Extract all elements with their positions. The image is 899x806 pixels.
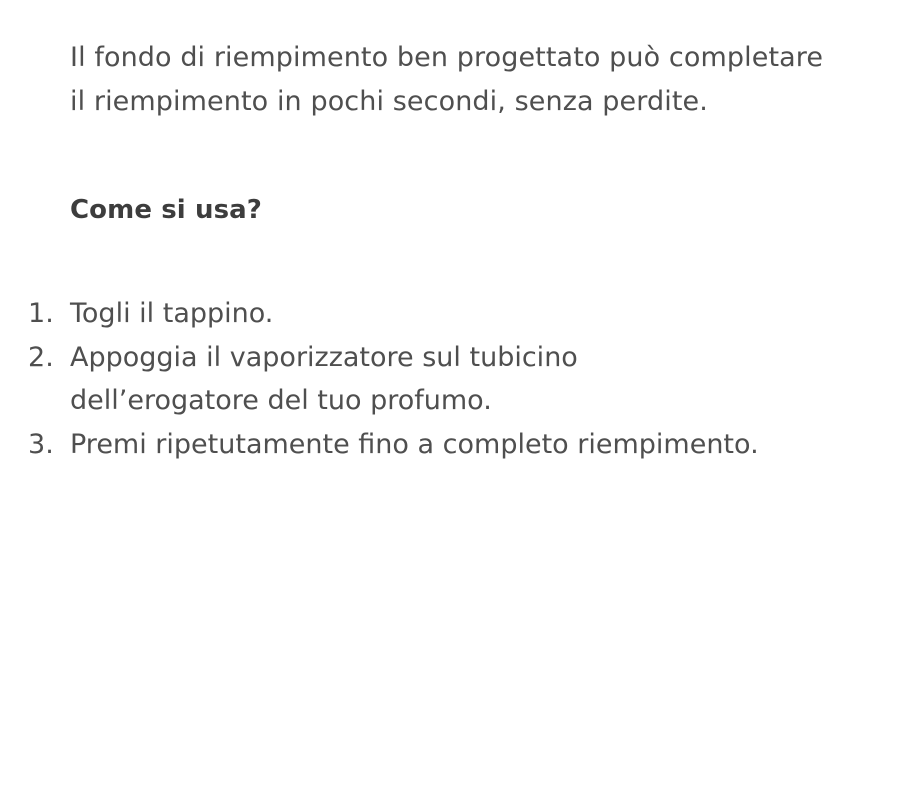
list-item [28,292,770,336]
list-item [28,423,770,467]
list-item-text: Premi ripetutamente fino a completo riempimento. [70,429,759,461]
list-item [28,336,770,423]
list-item-text: Togli il tappino. [70,297,274,329]
list-item-marker: 2 . [28,336,54,380]
list-item-marker: 3 . [28,423,54,467]
list-item-text: Appoggia il vaporizzatore sul tubicino dell’erogatore del tuo profumo. [70,341,578,417]
usage-steps-list [28,292,829,467]
intro-paragraph: Il fondo di riempimento ben progettato può completare il riempimento in pochi secondi, senza perdite. [70,42,824,117]
list-item-marker: 1 . [28,292,54,336]
section-heading: Come si usa? [70,195,262,226]
